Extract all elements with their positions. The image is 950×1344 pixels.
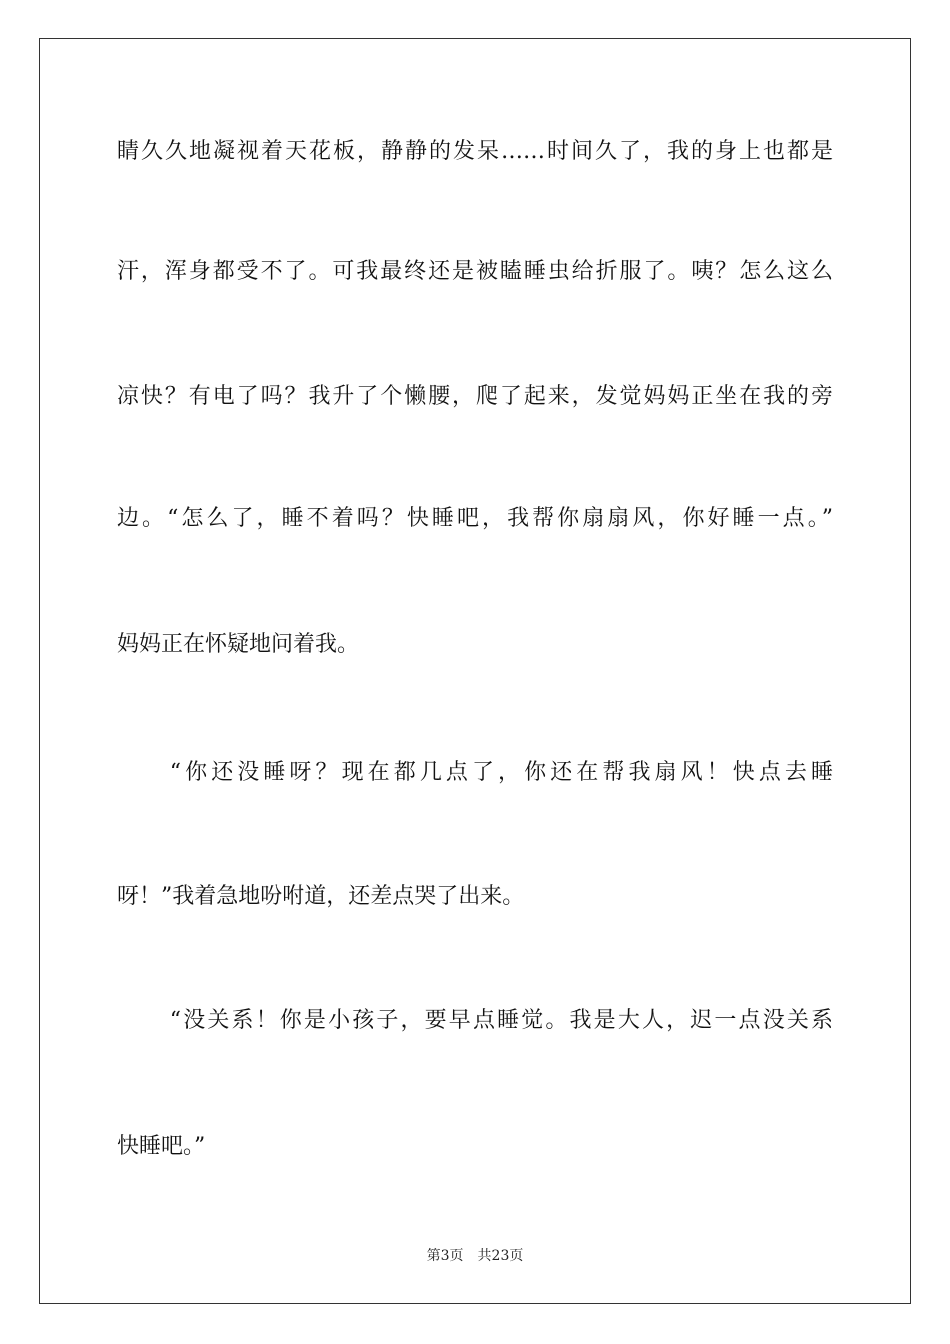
paragraph-line-indented: “没关系！你是小孩子，要早点睡觉。我是大人，迟一点没关系 — [169, 1008, 833, 1033]
paragraph-line-indented: “你还没睡呀？现在都几点了，你还在帮我扇风！快点去睡 — [169, 760, 833, 785]
page-border — [39, 38, 911, 1304]
paragraph-line: 快睡吧。” — [117, 1134, 206, 1159]
page-footer — [0, 1246, 950, 1266]
paragraph-line: 边。“怎么了，睡不着吗？快睡吧，我帮你扇扇风，你好睡一点。” — [117, 506, 833, 531]
page-number-current: 第3页 — [426, 1248, 464, 1264]
paragraph-line: 妈妈正在怀疑地问着我。 — [117, 632, 360, 657]
paragraph-line: 睛久久地凝视着天花板，静静的发呆……时间久了，我的身上也都是 — [117, 139, 833, 164]
paragraph-line: 呀！”我着急地吩咐道，还差点哭了出来。 — [117, 884, 525, 909]
paragraph-line: 凉快？有电了吗？我升了个懒腰，爬了起来，发觉妈妈正坐在我的旁 — [117, 384, 833, 409]
paragraph-line: 汗，浑身都受不了。可我最终还是被瞌睡虫给折服了。咦？怎么这么 — [117, 259, 833, 284]
page-number-total: 共23页 — [477, 1248, 524, 1264]
